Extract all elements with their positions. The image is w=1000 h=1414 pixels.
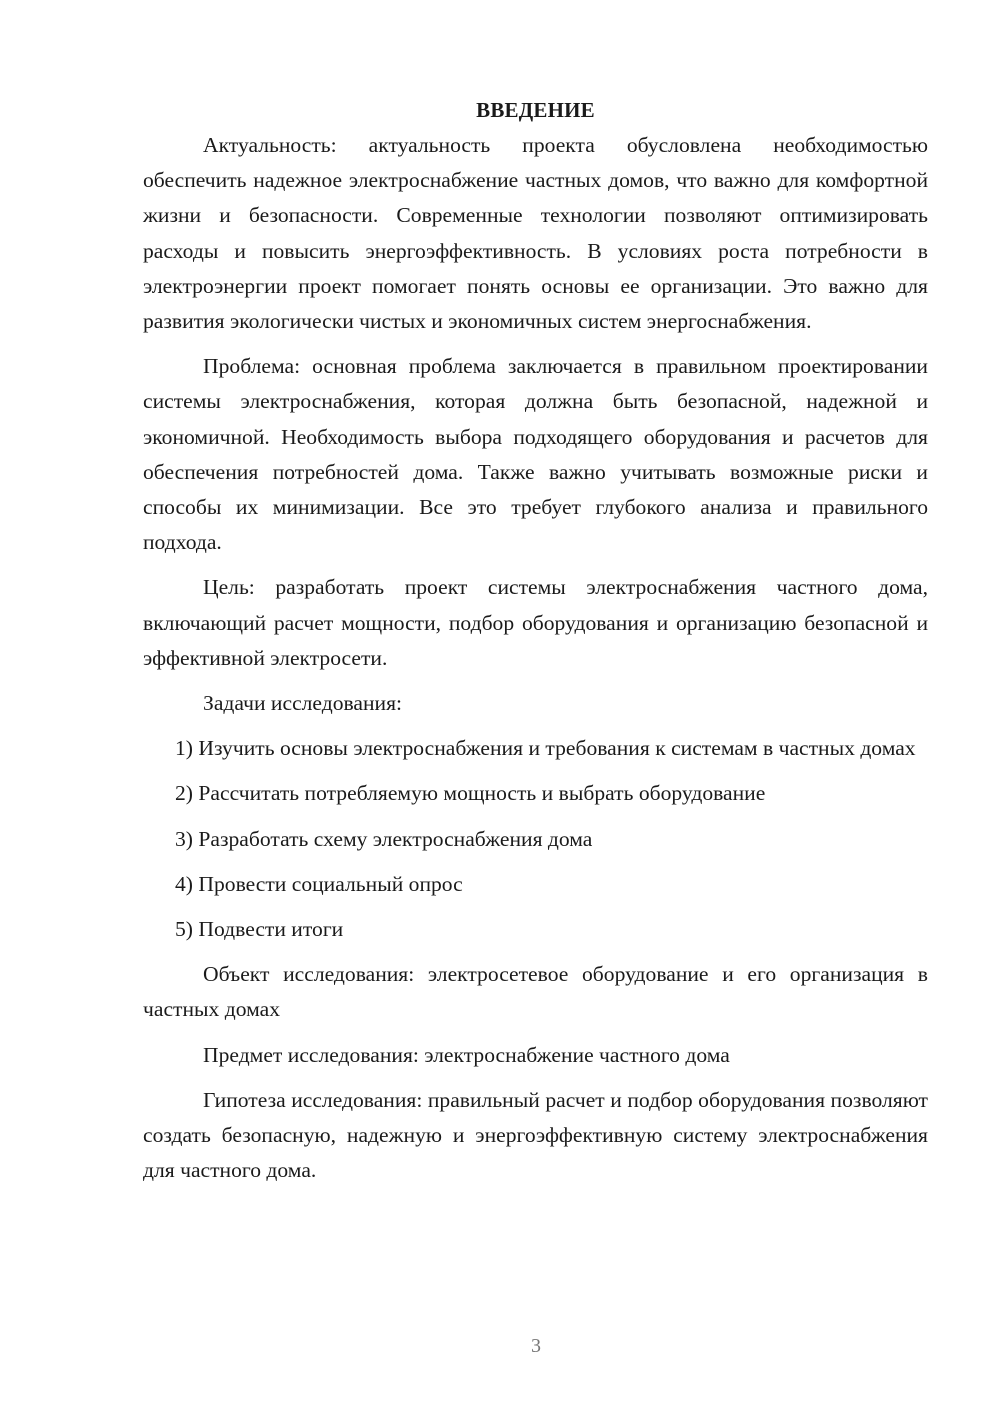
task-item-1: 1) Изучить основы электроснабжения и требования к системам в частных домах (175, 736, 916, 761)
relevance-paragraph: Актуальность: актуальность проекта обусловлена необходимостью обеспечить надежное электроснабжение частных домов, что важно для комфортной жизни и безопасности. Современные технологии позволяют оптимизировать расходы и повысить энергоэффективность. В условиях роста потребности в электроэнергии проект помогает понять основы ее организации. Это важно для развития экологически чистых и экономичных систем энергоснабжения. (143, 133, 928, 334)
task-item-4: 4) Провести социальный опрос (175, 871, 463, 896)
page-number: 3 (531, 1335, 541, 1357)
document-page (143, 92, 928, 1188)
task-item-2: 2) Рассчитать потребляемую мощность и выбрать оборудование (175, 781, 766, 806)
section-title: ВВЕДЕНИЕ (476, 98, 595, 122)
subject-paragraph: Предмет исследования: электроснабжение частного дома (203, 1042, 730, 1067)
task-item-3: 3) Разработать схему электроснабжения дома (175, 826, 593, 851)
tasks-heading: Задачи исследования: (203, 691, 403, 716)
hypothesis-paragraph: Гипотеза исследования: правильный расчет и подбор оборудования позволяют создать безопасную, надежную и энергоэффективную систему электроснабжения для частного дома. (143, 1087, 928, 1183)
goal-paragraph: Цель: разработать проект системы электроснабжения частного дома, включающий расчет мощности, подбор оборудования и организацию безопасной и эффективной электросети. (143, 575, 928, 670)
object-paragraph: Объект исследования: электросетевое оборудование и его организация в частных домах (143, 962, 928, 1022)
problem-paragraph: Проблема: основная проблема заключается в правильном проектировании системы электроснабжения, которая должна быть безопасной, надежной и экономичной. Необходимость выбора подходящего оборудования и расчетов для обеспечения потребностей дома. Также важно учитывать возможные риски и способы их минимизации. Все это требует глубокого анализа и правильного подхода. (143, 354, 928, 555)
task-item-5: 5) Подвести итоги (175, 917, 344, 942)
